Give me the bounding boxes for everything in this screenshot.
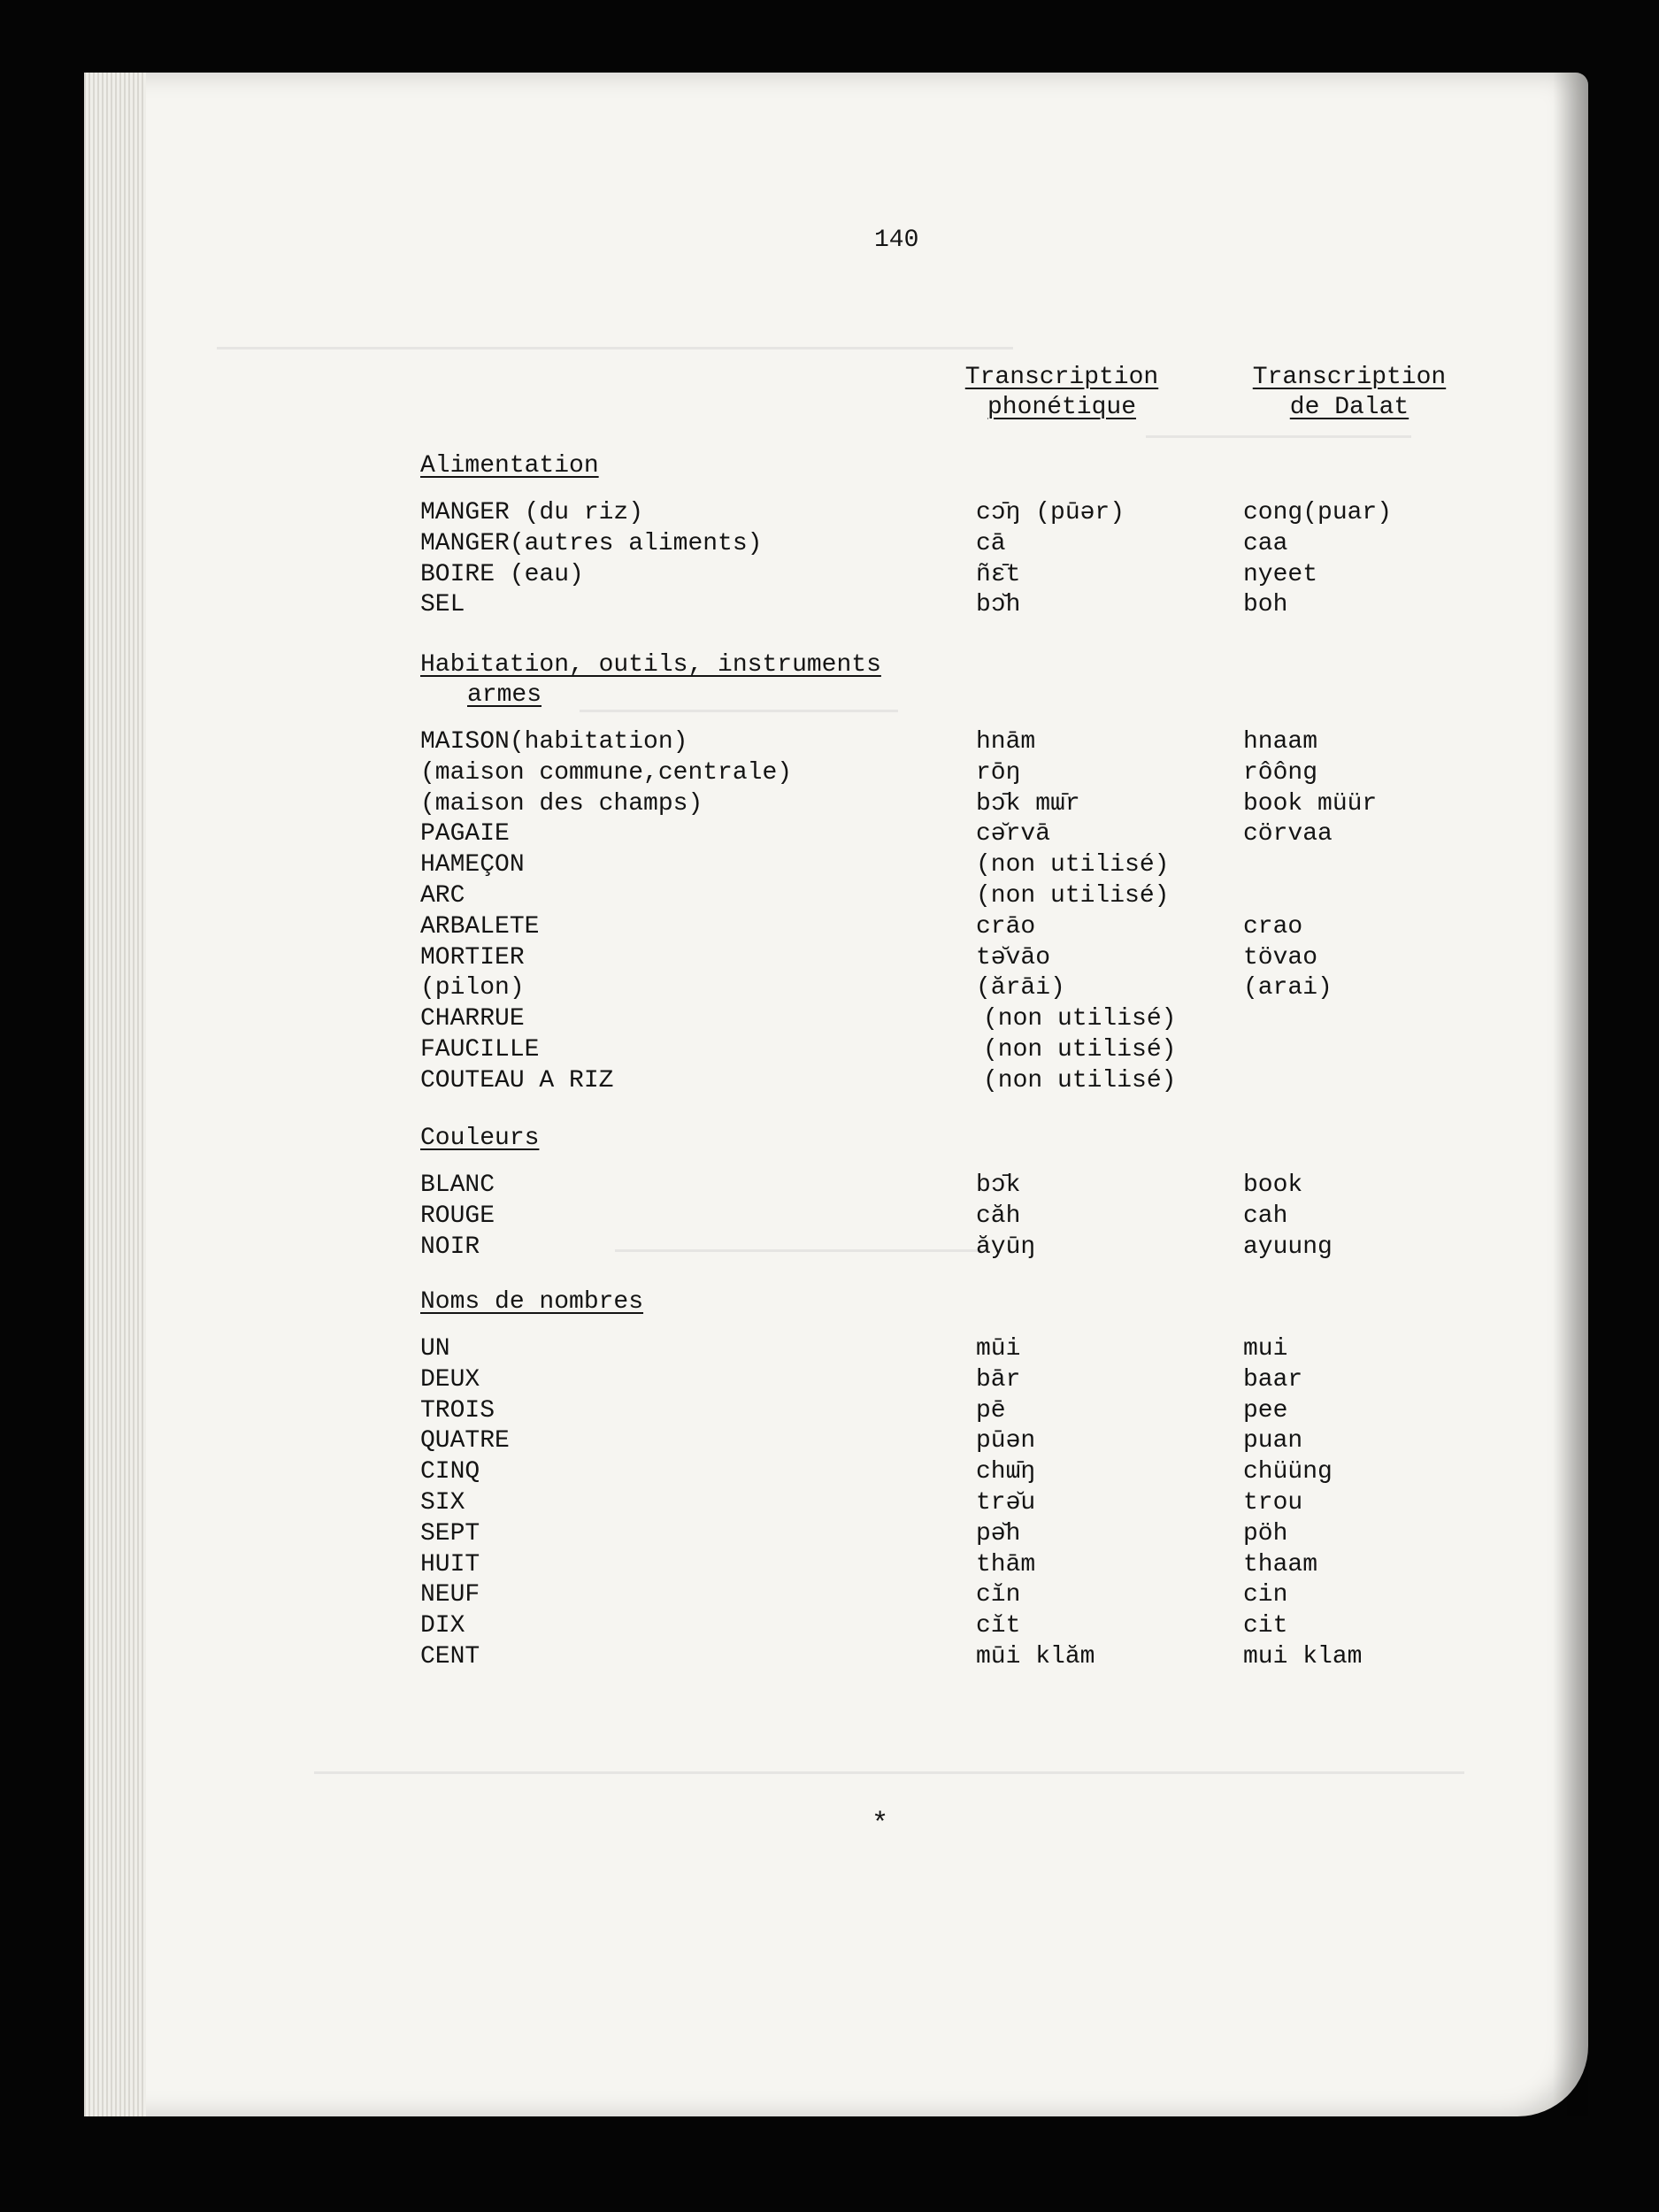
phonetic-cell: pūən (976, 1427, 1036, 1455)
phonetic-cell: bɔ̄k mɯ̄r (976, 790, 1080, 818)
term-cell: MAISON(habitation) (420, 728, 688, 756)
dalat-cell: trou (1243, 1489, 1303, 1517)
dalat-cell: ayuung (1243, 1233, 1333, 1261)
term-cell: CINQ (420, 1458, 480, 1486)
dalat-cell: tövao (1243, 944, 1318, 972)
section-heading: Habitation, outils, instruments (420, 651, 881, 679)
dalat-cell: book (1243, 1171, 1303, 1199)
dalat-cell: nyeet (1243, 561, 1318, 588)
phonetic-cell: ăyūŋ (976, 1233, 1036, 1261)
dalat-cell: pöh (1243, 1520, 1288, 1548)
term-cell: UN (420, 1335, 450, 1363)
term-cell: ROUGE (420, 1202, 495, 1230)
phonetic-cell: hnām (976, 728, 1036, 756)
phonetic-cell: (non utilisé) (976, 882, 1170, 910)
dalat-cell: book müür (1243, 790, 1378, 818)
phonetic-cell: (non utilisé) (983, 1005, 1177, 1033)
term-cell: HUIT (420, 1551, 480, 1578)
phonetic-column-header-line1: Transcription (964, 364, 1159, 391)
term-cell: PAGAIE (420, 820, 510, 848)
term-cell: DIX (420, 1612, 465, 1640)
spine-shadow (1553, 73, 1588, 2116)
term-cell: SEPT (420, 1520, 480, 1548)
term-cell: SEL (420, 591, 465, 618)
show-through-mark (580, 683, 898, 712)
phonetic-cell: cɔ̄ŋ (pūər) (976, 499, 1125, 526)
dalat-column-header-line2: de Dalat (1289, 394, 1409, 421)
phonetic-cell: tə̆vāo (976, 944, 1051, 972)
term-cell: CHARRUE (420, 1005, 525, 1033)
phonetic-cell: thām (976, 1551, 1036, 1578)
term-cell: NEUF (420, 1581, 480, 1609)
page-number: 140 (874, 227, 919, 254)
phonetic-cell: mūi klăm (976, 1643, 1095, 1671)
phonetic-cell: bār (976, 1366, 1021, 1394)
term-cell: FAUCILLE (420, 1036, 540, 1064)
show-through-mark (217, 320, 1013, 349)
phonetic-cell: cĭt (976, 1612, 1021, 1640)
dalat-cell: mui klam (1243, 1643, 1363, 1671)
phonetic-cell: (non utilisé) (983, 1036, 1177, 1064)
term-cell: (pilon) (420, 974, 525, 1002)
term-cell: (maison des champs) (420, 790, 703, 818)
dalat-cell: caa (1243, 530, 1288, 557)
section-heading: Alimentation (420, 452, 599, 480)
dalat-cell: thaam (1243, 1551, 1318, 1578)
phonetic-cell: ñɛ̄t (976, 561, 1021, 588)
phonetic-cell: bɔ̆h (976, 591, 1021, 618)
page-edges (84, 73, 146, 2116)
dalat-column-header-line1: Transcription (1252, 364, 1447, 391)
dalat-cell: chüüng (1243, 1458, 1333, 1486)
phonetic-cell: chɯ̄ŋ (976, 1458, 1036, 1486)
phonetic-cell: (non utilisé) (976, 851, 1170, 879)
show-through-mark (615, 1223, 987, 1252)
term-cell: ARBALETE (420, 913, 540, 941)
dalat-cell: cit (1243, 1612, 1288, 1640)
dalat-cell: baar (1243, 1366, 1303, 1394)
phonetic-column-header-line2: phonétique (987, 394, 1137, 421)
phonetic-cell: cā (976, 530, 1006, 557)
term-cell: ARC (420, 882, 465, 910)
phonetic-cell: pə̆h (976, 1520, 1021, 1548)
dalat-cell: pee (1243, 1397, 1288, 1425)
dalat-cell: rôông (1243, 759, 1318, 787)
phonetic-cell: crāo (976, 913, 1036, 941)
section-heading: armes (467, 681, 542, 709)
dalat-cell: crao (1243, 913, 1303, 941)
term-cell: BOIRE (eau) (420, 561, 584, 588)
term-cell: MANGER (du riz) (420, 499, 644, 526)
dalat-cell: cong(puar) (1243, 499, 1393, 526)
dalat-cell: (arai) (1243, 974, 1333, 1002)
term-cell: CENT (420, 1643, 480, 1671)
section-heading: Couleurs (420, 1125, 540, 1152)
dalat-cell: puan (1243, 1427, 1303, 1455)
term-cell: NOIR (420, 1233, 480, 1261)
term-cell: (maison commune,centrale) (420, 759, 793, 787)
term-cell: DEUX (420, 1366, 480, 1394)
term-cell: HAMEÇON (420, 851, 525, 879)
term-cell: SIX (420, 1489, 465, 1517)
phonetic-cell: mūi (976, 1335, 1021, 1363)
term-cell: MANGER(autres aliments) (420, 530, 763, 557)
phonetic-cell: (ărāi) (976, 974, 1065, 1002)
phonetic-cell: bɔ̄k (976, 1171, 1021, 1199)
phonetic-cell: căh (976, 1202, 1021, 1230)
phonetic-cell: pē (976, 1397, 1006, 1425)
dalat-cell: cörvaa (1243, 820, 1333, 848)
dalat-cell: cah (1243, 1202, 1288, 1230)
dalat-cell: boh (1243, 591, 1288, 618)
term-cell: QUATRE (420, 1427, 510, 1455)
dalat-cell: hnaam (1243, 728, 1318, 756)
show-through-mark (314, 1736, 1464, 1774)
dalat-cell: cin (1243, 1581, 1288, 1609)
phonetic-cell: (non utilisé) (983, 1067, 1177, 1094)
phonetic-cell: cĭn (976, 1581, 1021, 1609)
term-cell: COUTEAU A RIZ (420, 1067, 614, 1094)
section-heading: Noms de nombres (420, 1288, 644, 1316)
phonetic-cell: cə̆rvā (976, 820, 1051, 848)
term-cell: MORTIER (420, 944, 525, 972)
term-cell: BLANC (420, 1171, 495, 1199)
phonetic-cell: rōŋ (976, 759, 1021, 787)
phonetic-cell: trə̆u (976, 1489, 1036, 1517)
term-cell: TROIS (420, 1397, 495, 1425)
section-end-asterisk: * (872, 1808, 889, 1840)
dalat-cell: mui (1243, 1335, 1288, 1363)
